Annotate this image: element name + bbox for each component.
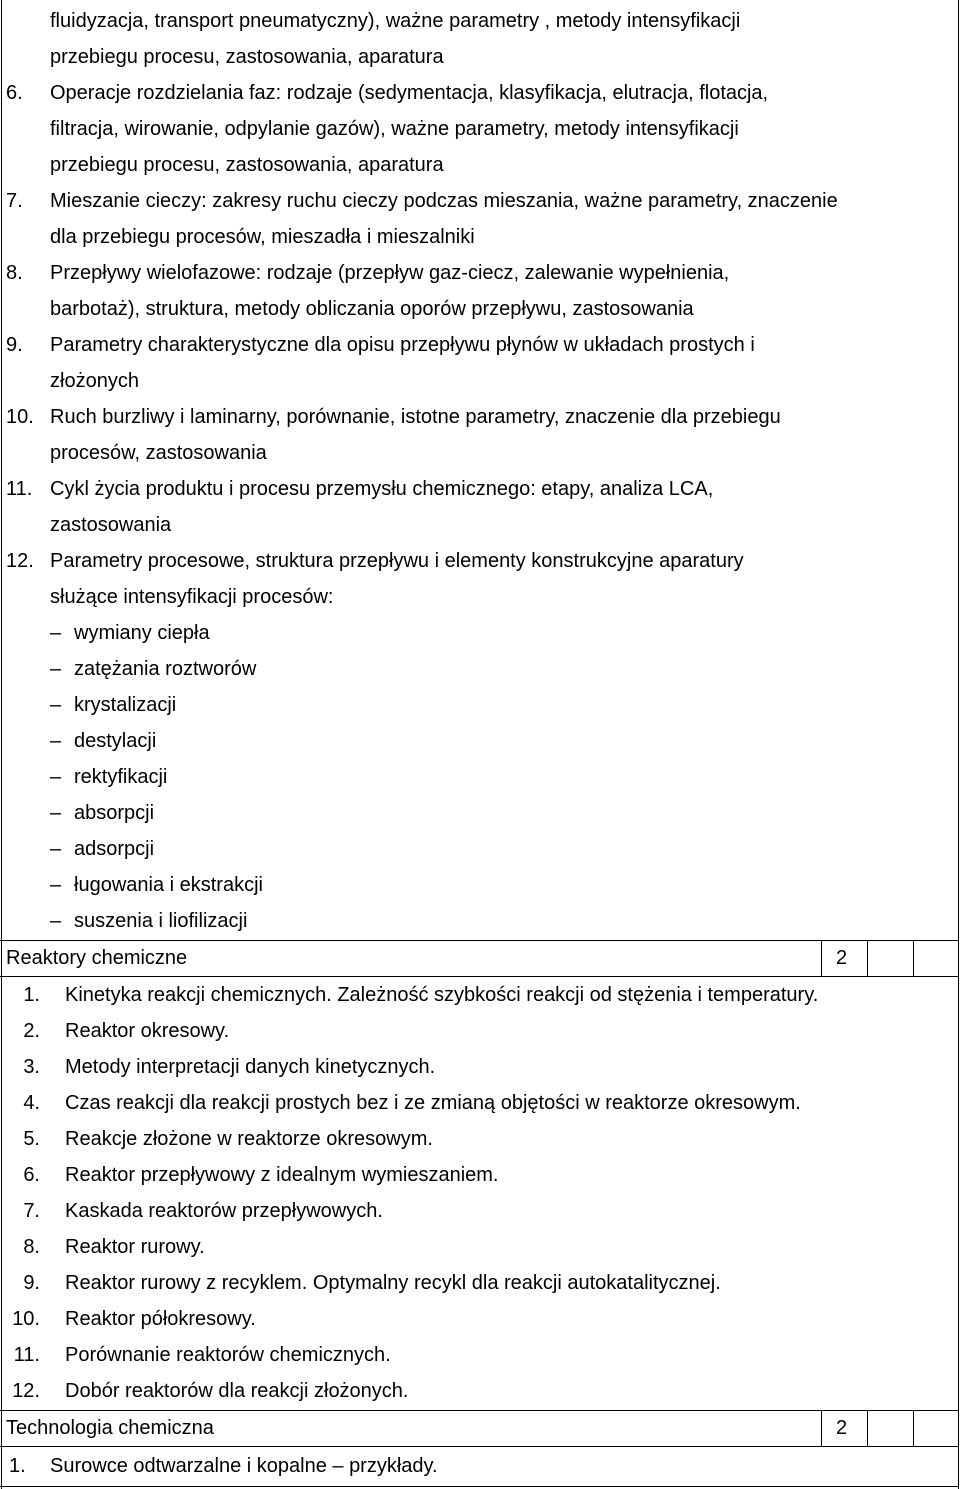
list-item-text: Kinetyka reakcji chemicznych. Zależność szybkości reakcji od stężenia i temperatury. — [65, 984, 819, 1006]
list-item-text: służące intensyfikacji procesów: — [50, 586, 334, 608]
list-item-text: zastosowania — [50, 514, 172, 536]
dash-list-item: ługowania i ekstrakcji — [74, 874, 263, 896]
dash-bullet: – — [50, 694, 62, 716]
list-item-text: fluidyzacja, transport pneumatyczny), ważne parametry , metody intensyfikacji — [50, 10, 741, 32]
dash-bullet: – — [50, 658, 62, 680]
list-item-number: 11. — [13, 1344, 40, 1366]
list-item-number: 4. — [23, 1092, 40, 1114]
dash-list-item: rektyfikacji — [74, 766, 168, 788]
list-item-text: barbotaż), struktura, metody obliczania oporów przepływu, zastosowania — [50, 298, 694, 320]
list-item-number: 7. — [23, 1200, 40, 1222]
row-divider — [0, 1410, 959, 1411]
table-border-left — [1, 0, 2, 1489]
list-item-number: 9. — [23, 1272, 40, 1294]
list-item-number: 10. — [6, 406, 34, 428]
dash-bullet: – — [50, 766, 62, 788]
dash-list-item: destylacji — [74, 730, 157, 752]
col-divider — [867, 1410, 868, 1446]
list-item-text: Parametry procesowe, struktura przepływu i elementy konstrukcyjne aparatury — [50, 550, 744, 572]
dash-list-item: wymiany ciepła — [74, 622, 210, 644]
list-item-number: 12. — [12, 1380, 40, 1402]
list-item-text: Dobór reaktorów dla reakcji złożonych. — [65, 1380, 409, 1402]
list-item-text: Reakcje złożone w reaktorze okresowym. — [65, 1128, 433, 1150]
list-item-text: przebiegu procesu, zastosowania, aparatura — [50, 154, 444, 176]
dash-bullet: – — [50, 802, 62, 824]
row-divider — [0, 1446, 959, 1447]
list-item-number: 8. — [6, 262, 23, 284]
list-item-number: 7. — [6, 190, 23, 212]
list-item-number: 2. — [23, 1020, 40, 1042]
list-item-text: Mieszanie cieczy: zakresy ruchu cieczy podczas mieszania, ważne parametry, znaczenie — [50, 190, 838, 212]
list-item-text: Porównanie reaktorów chemicznych. — [65, 1344, 391, 1366]
list-item-text: Surowce odtwarzalne i kopalne – przykłady. — [50, 1455, 438, 1477]
dash-list-item: suszenia i liofilizacji — [74, 910, 248, 932]
section-hours-technology: 2 — [836, 1417, 848, 1439]
dash-bullet: – — [50, 874, 62, 896]
dash-bullet: – — [50, 622, 62, 644]
list-item-text: Czas reakcji dla reakcji prostych bez i ze zmianą objętości w reaktorze okresowym. — [65, 1092, 801, 1114]
list-item-text: Kaskada reaktorów przepływowych. — [65, 1200, 383, 1222]
section-title-technology: Technologia chemiczna — [6, 1417, 214, 1439]
list-item-text: Parametry charakterystyczne dla opisu przepływu płynów w układach prostych i — [50, 334, 755, 356]
dash-list-item: zatężania roztworów — [74, 658, 257, 680]
section-title-reactors: Reaktory chemiczne — [6, 947, 188, 969]
dash-list-item: absorpcji — [74, 802, 155, 824]
list-item-number: 1. — [9, 1455, 26, 1477]
list-item-number: 10. — [12, 1308, 40, 1330]
dash-bullet: – — [50, 838, 62, 860]
section-hours-reactors: 2 — [836, 947, 848, 969]
hours-col-divider — [821, 940, 822, 976]
list-item-number: 12. — [6, 550, 34, 572]
list-item-text: złożonych — [50, 370, 139, 392]
list-item-text: dla przebiegu procesów, mieszadła i mieszalniki — [50, 226, 475, 248]
list-item-text: Ruch burzliwy i laminarny, porównanie, istotne parametry, znaczenie dla przebiegu — [50, 406, 781, 428]
list-item-number: 1. — [23, 984, 40, 1006]
hours-col-divider — [821, 1410, 822, 1446]
list-item-text: Reaktor półokresowy. — [65, 1308, 256, 1330]
list-item-text: Przepływy wielofazowe: rodzaje (przepływ gaz-ciecz, zalewanie wypełnienia, — [50, 262, 730, 284]
list-item-text: Reaktor rurowy. — [65, 1236, 205, 1258]
dash-bullet: – — [50, 730, 62, 752]
row-divider — [0, 940, 959, 941]
dash-list-item: adsorpcji — [74, 838, 155, 860]
list-item-number: 8. — [23, 1236, 40, 1258]
list-item-text: Metody interpretacji danych kinetycznych. — [65, 1056, 436, 1078]
table-border-right — [958, 0, 959, 1489]
list-item-text: Reaktor okresowy. — [65, 1020, 230, 1042]
list-item-text: filtracja, wirowanie, odpylanie gazów), ważne parametry, metody intensyfikacji — [50, 118, 739, 140]
col-divider — [913, 1410, 914, 1446]
list-item-number: 5. — [23, 1128, 40, 1150]
list-item-text: Operacje rozdzielania faz: rodzaje (sedymentacja, klasyfikacja, elutracja, flotacja, — [50, 82, 769, 104]
list-item-text: Cykl życia produktu i procesu przemysłu chemicznego: etapy, analiza LCA, — [50, 478, 714, 500]
list-item-number: 11. — [6, 478, 33, 500]
list-item-text: przebiegu procesu, zastosowania, aparatura — [50, 46, 444, 68]
list-item-number: 6. — [23, 1164, 40, 1186]
row-divider — [0, 1486, 959, 1487]
dash-list-item: krystalizacji — [74, 694, 177, 716]
dash-bullet: – — [50, 910, 62, 932]
list-item-text: Reaktor przepływowy z idealnym wymieszaniem. — [65, 1164, 499, 1186]
list-item-text: procesów, zastosowania — [50, 442, 267, 464]
list-item-number: 6. — [6, 82, 23, 104]
list-item-text: Reaktor rurowy z recyklem. Optymalny recykl dla reakcji autokatalitycznej. — [65, 1272, 721, 1294]
col-divider — [867, 940, 868, 976]
row-divider — [0, 976, 959, 977]
list-item-number: 3. — [23, 1056, 40, 1078]
list-item-number: 9. — [6, 334, 23, 356]
col-divider — [913, 940, 914, 976]
